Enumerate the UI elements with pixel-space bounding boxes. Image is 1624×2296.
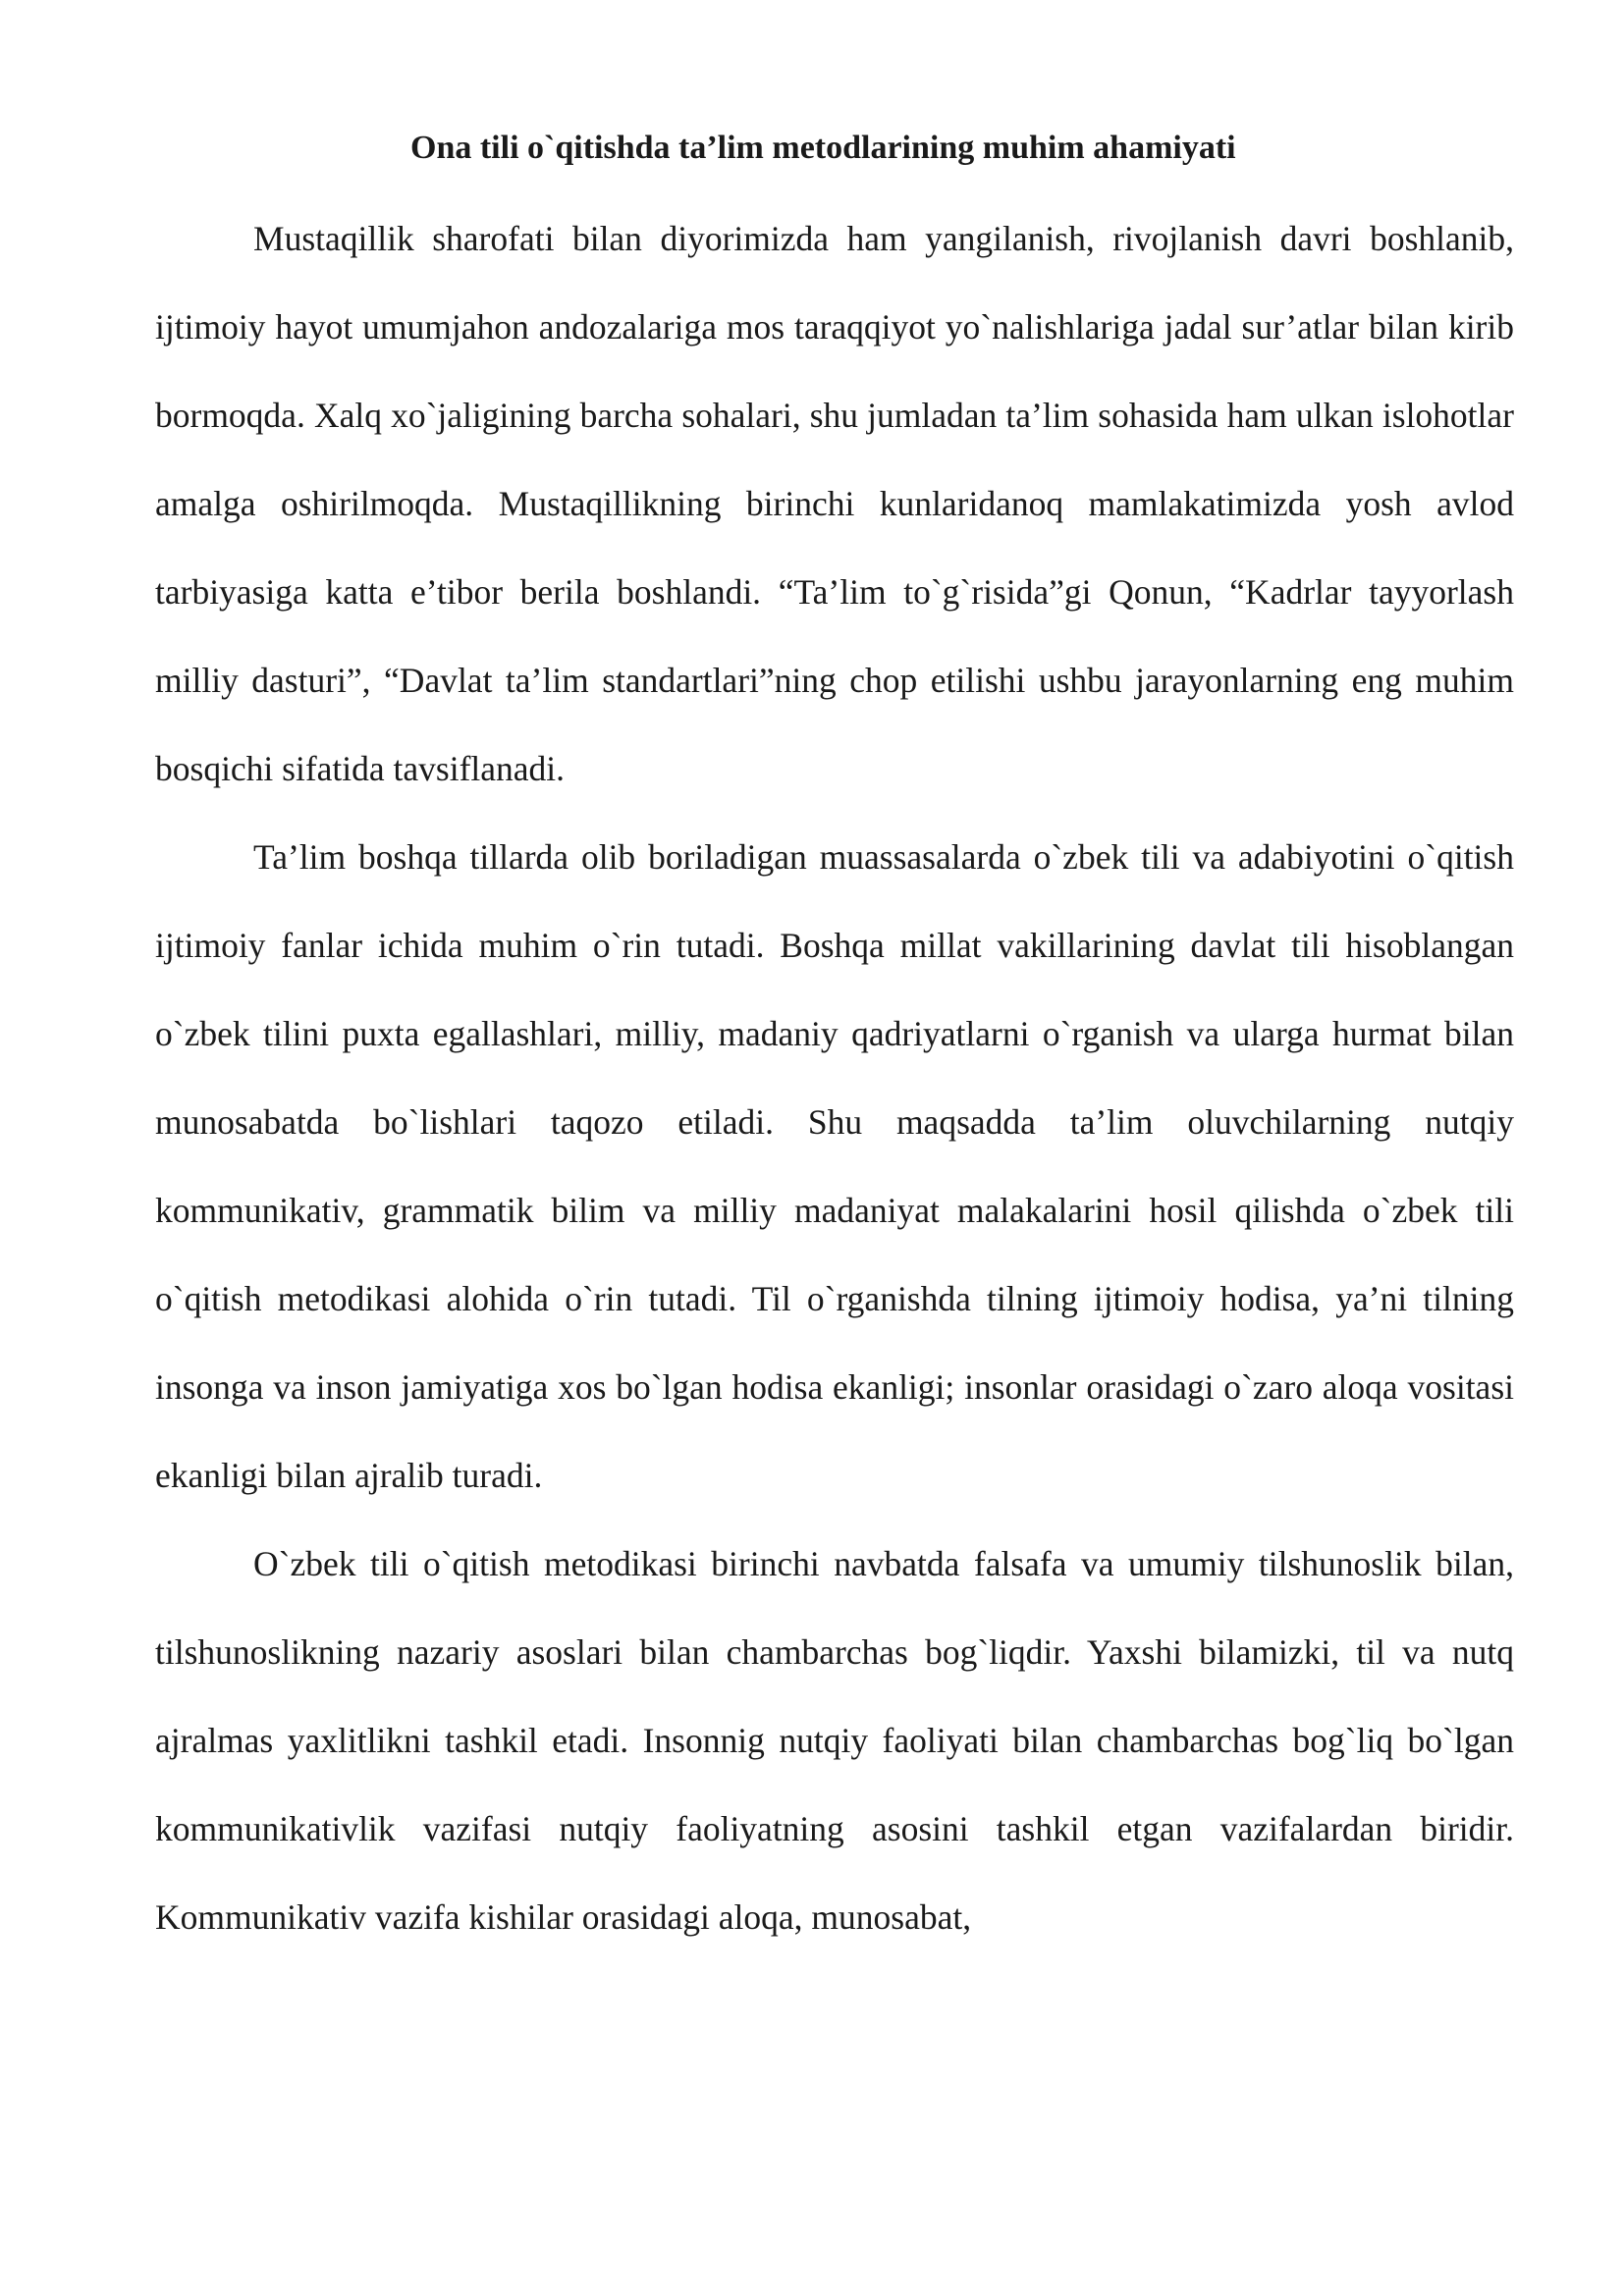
paragraph: O`zbek tili o`qitish metodikasi birinchi navbatda falsafa va umumiy tilshunoslik bilan, tilshunoslikning nazariy asoslari bilan chambarchas bog`liqdir. Yaxshi bilamizki, til va nutq ajralmas yaxlitlikni tashkil etadi. Insonnig nutqiy faoliyati bilan chambarchas bog`liq bo`lgan kommunikativlik vazifasi nutqiy faoliyatning asosini tashkil etgan vazifalardan biridir. Kommunikativ vazifa kishilar orasidagi aloqa, munosabat, <box>155 1544 1514 1937</box>
document-page <box>155 126 1514 1961</box>
document-title: Ona tili o`qitishda ta’lim metodlarining muhim ahamiyati <box>410 130 1236 166</box>
paragraph: Ta’lim boshqa tillarda olib boriladigan muassasalarda o`zbek tili va adabiyotini o`qitish ijtimoiy fanlar ichida muhim o`rin tutadi. Boshqa millat vakillarining davlat tili hisoblangan o`zbek tilini puxta egallashlari, milliy, madaniy qadriyatlarni o`rganish va ularga hurmat bilan munosabatda bo`lishlari taqozo etiladi. Shu maqsadda ta’lim oluvchilarning nutqiy kommunikativ, grammatik bilim va milliy madaniyat malakalarini hosil qilishda o`zbek tili o`qitish metodikasi alohida o`rin tutadi. Til o`rganishda tilning ijtimoiy hodisa, ya’ni tilning insonga va inson jamiyatiga xos bo`lgan hodisa ekanligi; insonlar orasidagi o`zaro aloqa vositasi ekanligi bilan ajralib turadi. <box>155 837 1514 1495</box>
paragraph: Mustaqillik sharofati bilan diyorimizda ham yangilanish, rivojlanish davri boshlanib, ijtimoiy hayot umumjahon andozalariga mos taraqqiyot yo`nalishlariga jadal sur’atlar bilan kirib bormoqda. Xalq xo`jaligining barcha sohalari, shu jumladan ta’lim sohasida ham ulkan islohotlar amalga oshirilmoqda. Mustaqillikning birinchi kunlaridanoq mamlakatimizda yosh avlod tarbiyasiga katta e’tibor berila boshlandi. “Ta’lim to`g`risida”gi Qonun, “Kadrlar tayyorlash milliy dasturi”, “Davlat ta’lim standartlari”ning chop etilishi ushbu jarayonlarning eng muhim bosqichi sifatida tavsiflanadi. <box>155 219 1514 788</box>
